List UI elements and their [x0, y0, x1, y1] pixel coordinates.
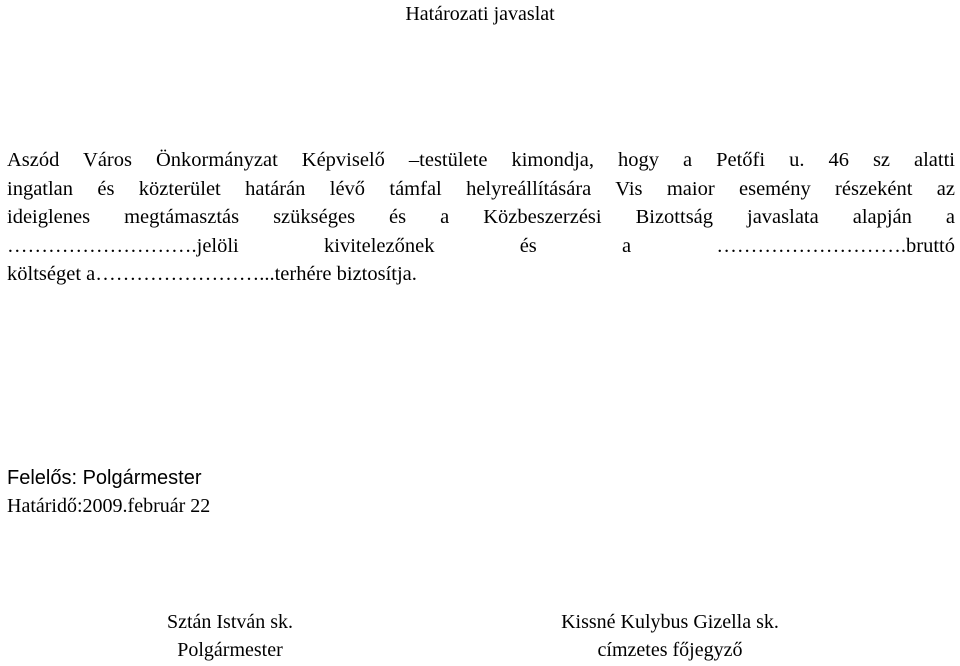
resolution-line-5: költséget a……………………...terhére biztosítja.: [7, 263, 417, 286]
signature-mayor: [130, 608, 330, 664]
signature-notary: [510, 608, 830, 664]
signature-mayor-role: Polgármester: [177, 639, 283, 661]
resolution-text: [7, 146, 955, 289]
responsible-line: Felelős: Polgármester: [7, 467, 202, 489]
resolution-line-3: ideiglenes megtámasztás szükséges és a Közbeszerzési Bizottság javaslata alapján a: [7, 206, 955, 229]
signature-mayor-name: Sztán István sk.: [166, 611, 294, 633]
resolution-line-4: ……………………….jelöli kivitelezőnek és a ……………………….bruttó: [7, 234, 955, 257]
resolution-line-1: Aszód Város Önkormányzat Képviselő –testülete kimondja, hogy a Petőfi u. 46 sz alatti: [7, 149, 955, 171]
document-title: Határozati javaslat: [405, 3, 555, 25]
resolution-line-2: ingatlan és közterület határán lévő támfal helyreállítására Vis maior esemény részeként az: [7, 177, 955, 200]
deadline-line: Határidő:2009.február 22: [7, 495, 211, 517]
signature-notary-role: címzetes főjegyző: [597, 639, 743, 661]
signature-notary-name: Kissné Kulybus Gizella sk.: [561, 611, 779, 633]
